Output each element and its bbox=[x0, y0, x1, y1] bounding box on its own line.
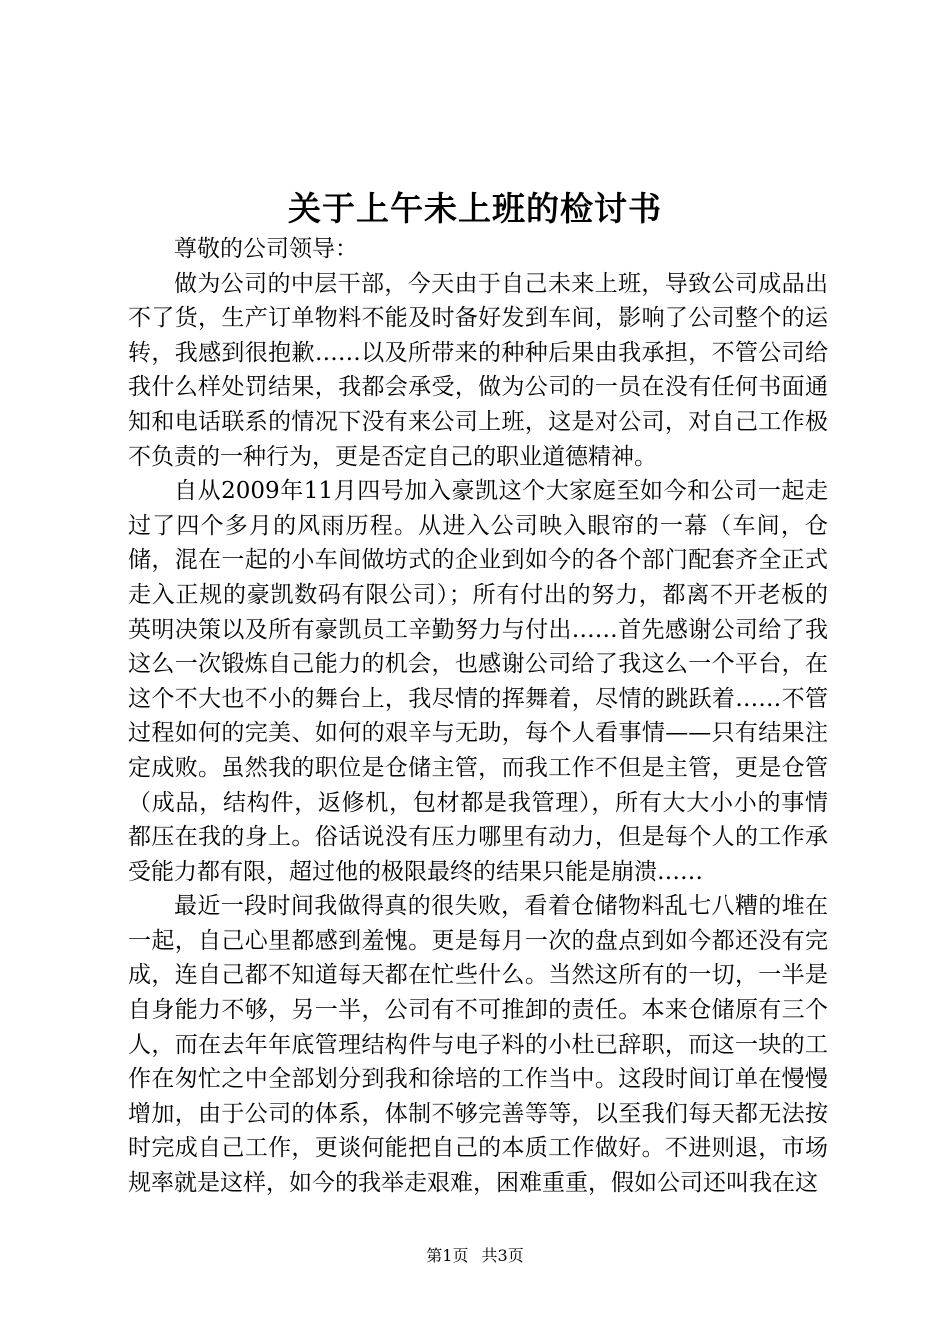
document-title: 关于上午未上班的检讨书 bbox=[288, 189, 662, 228]
paragraph-1: 做为公司的中层干部，今天由于自己未来上班，导致公司成品出不了货，生产订单物料不能及时备好发到车间，影响了公司整个的运转，我感到很抱歉……以及所带来的种种后果由我承担，不管公司给我什么样处罚结果，我都会承受，做为公司的一员在没有任何书面通知和电话联系的情况下没有来公司上班，这是对公司，对自己工作极不负责的一种行为，更是否定自己的职业道德精神。 bbox=[128, 270, 828, 470]
page-number-total: 共3页 bbox=[481, 1246, 524, 1265]
document-body bbox=[128, 232, 828, 1201]
salutation: 尊敬的公司领导： bbox=[174, 236, 358, 262]
paragraph-3: 最近一段时间我做得真的很失败，看着仓储物料乱七八糟的堆在一起，自己心里都感到羞愧。更是每月一次的盘点到如今都还没有完成，连自己都不知道每天都在忙些什么。当然这所有的一切，一半是自身能力不够，另一半，公司有不可推卸的责任。本来仓储原有三个人，而在去年年底管理结构件与电子料的小杜已辞职，而这一块的工作在匆忙之中全部划分到我和徐培的工作当中。这段时间订单在慢慢增加，由于公司的体系，体制不够完善等等，以至我们每天都无法按时完成自己工作，更谈何能把自己的本质工作做好。不进则退，市场规率就是这样，如今的我举走艰难，困难重重，假如公司还叫我在这 bbox=[128, 893, 828, 1197]
page-number-current: 第1页 bbox=[426, 1246, 469, 1265]
paragraph-2: 自从2009年11月四号加入豪凯这个大家庭至如今和公司一起走过了四个多月的风雨历程。从进入公司映入眼帘的一幕（车间，仓储，混在一起的小车间做坊式的企业到如今的各个部门配套齐全正式走入正规的豪凯数码有限公司）；所有付出的努力，都离不开老板的英明决策以及所有豪凯员工辛勤努力与付出……首先感谢公司给了我这么一次锻炼自己能力的机会，也感谢公司给了我这么一个平台，在这个不大也不小的舞台上，我尽情的挥舞着，尽情的跳跃着……不管过程如何的完美、如何的艰辛与无助，每个人看事情——只有结果注定成败。虽然我的职位是仓储主管，而我工作不但是主管，更是仓管（成品，结构件，返修机，包材都是我管理），所有大大小小的事情都压在我的身上。俗话说没有压力哪里有动力，但是每个人的工作承受能力都有限，超过他的极限最终的结果只能是崩溃…… bbox=[128, 478, 828, 885]
page-footer bbox=[0, 1245, 950, 1267]
